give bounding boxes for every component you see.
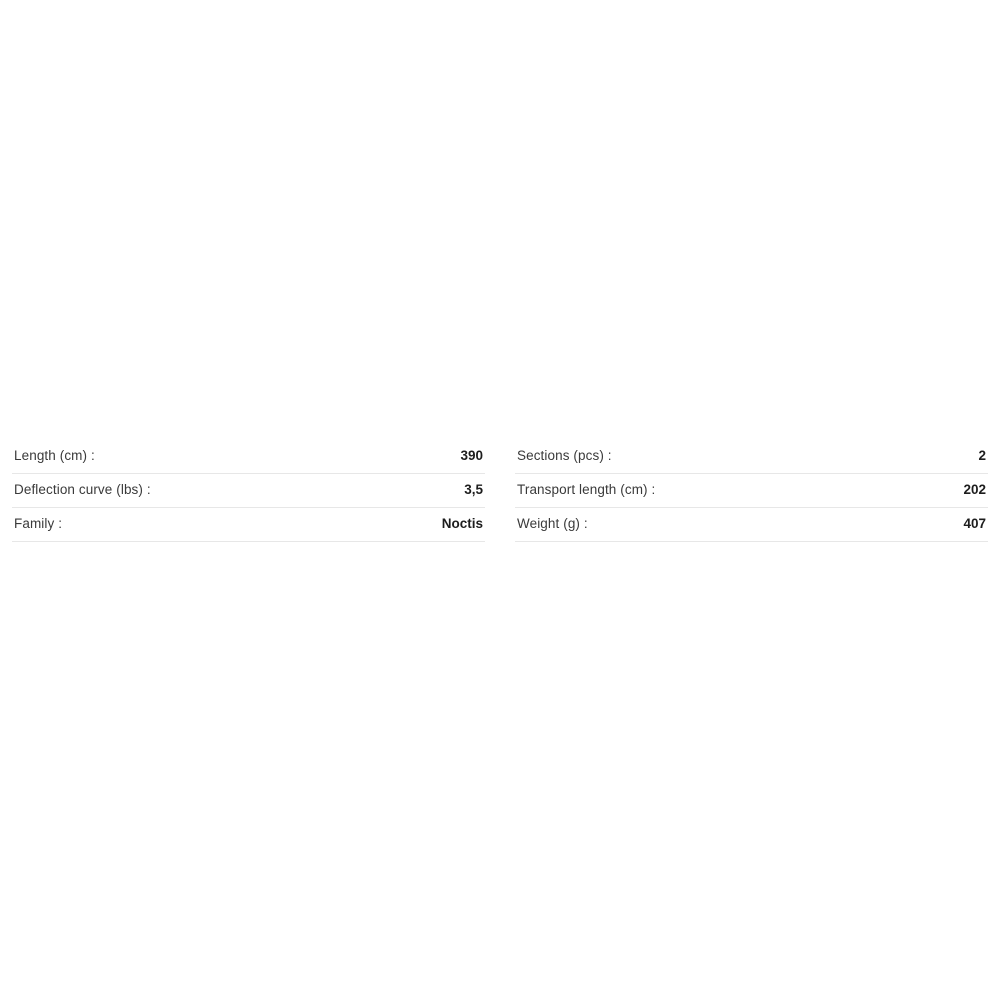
spec-label: Length (cm) :: [14, 448, 95, 463]
table-row: [12, 440, 485, 474]
spec-label: Sections (pcs) :: [517, 448, 612, 463]
spec-label: Family :: [14, 516, 63, 531]
spec-value: Noctis: [441, 516, 483, 531]
spec-value: 3,5: [464, 482, 483, 497]
spec-label: Deflection curve (lbs) :: [14, 482, 151, 497]
spec-value: 202: [963, 482, 986, 497]
spec-label: Transport length (cm) :: [517, 482, 656, 497]
specifications-right-column: [515, 440, 988, 542]
specifications-left-column: [12, 440, 485, 542]
spec-label: Weight (g) :: [517, 516, 588, 531]
table-row: [12, 474, 485, 508]
specifications-table: [0, 440, 1000, 542]
table-row: [515, 440, 988, 474]
table-row: [515, 474, 988, 508]
spec-value: 407: [963, 516, 986, 531]
spec-value: 390: [460, 448, 483, 463]
table-row: [12, 508, 485, 542]
spec-value: 2: [978, 448, 986, 463]
table-row: [515, 508, 988, 542]
